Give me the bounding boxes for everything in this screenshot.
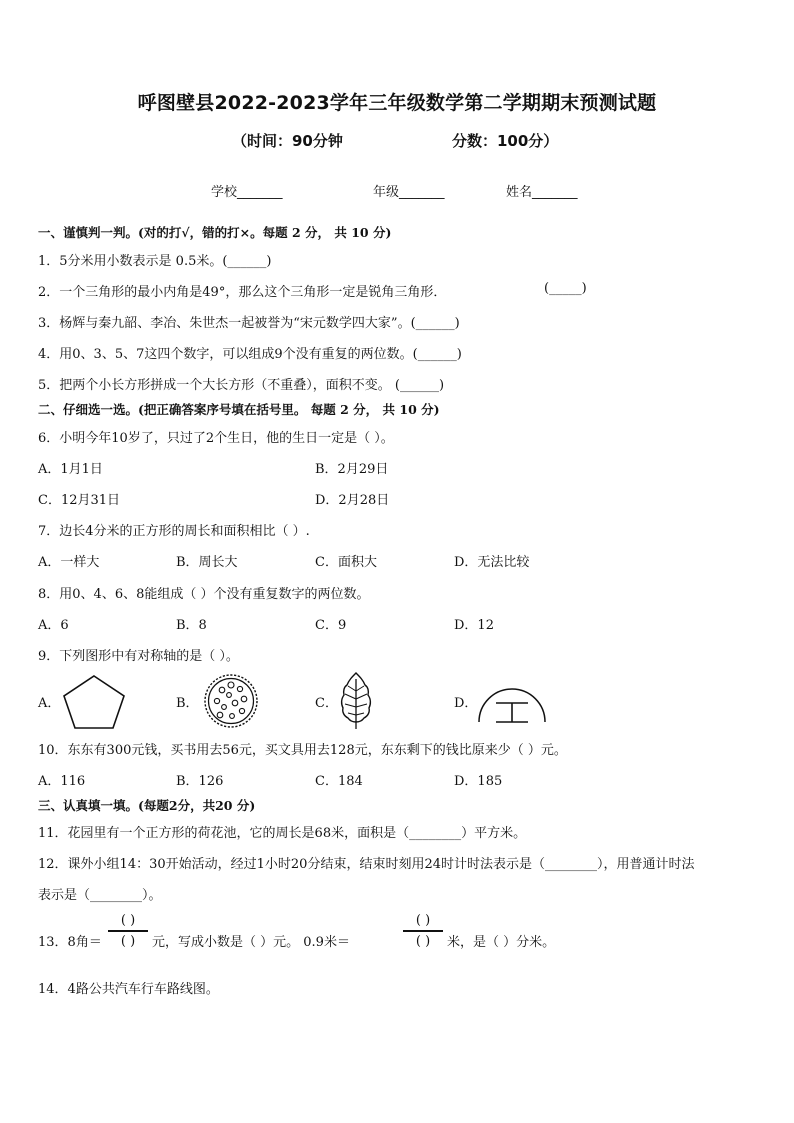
question-3: 3．杨辉与秦九韶、李冶、朱世杰一起被誉为“宋元数学四大家”。(______) xyxy=(38,316,460,331)
leaf-figure xyxy=(338,671,374,731)
arch-figure xyxy=(476,670,548,726)
question-1: 1．5分米用小数表示是 0.5米。(______) xyxy=(38,254,272,269)
question-13-middle: 元，写成小数是（ ）元。 0.9米＝ xyxy=(152,935,350,950)
question-6-option-c: C．12月31日 xyxy=(38,493,121,508)
question-12: 12．课外小组14：30开始活动，经过1小时20分结束，结束时刻用24时计时法表示是（________），用普通计时法 xyxy=(38,857,695,872)
question-10: 10．东东有300元钱，买书用去56元，买文具用去128元，东东剩下的钱比原来少（ ）元。 xyxy=(38,743,567,758)
fraction-bar xyxy=(108,930,148,932)
question-9-option-b: B． xyxy=(176,696,199,711)
question-4: 4．用0、3、5、7这四个数字，可以组成9个没有重复的两位数。(______) xyxy=(38,347,462,362)
grade-field[interactable]: 年级_______ xyxy=(373,185,445,200)
time-limit: （时间：90分钟 xyxy=(232,132,343,150)
question-9-option-c: C． xyxy=(315,696,338,711)
name-field[interactable]: 姓名_______ xyxy=(506,185,578,200)
question-10-option-d: D．185 xyxy=(454,774,503,789)
question-14: 14．4路公共汽车行车路线图。 xyxy=(38,982,219,997)
question-8-option-b: B．8 xyxy=(176,618,207,633)
question-13-fraction-1 xyxy=(108,913,148,949)
school-field[interactable]: 学校_______ xyxy=(211,185,283,200)
question-8: 8．用0、4、6、8能组成（ ）个没有重复数字的两位数。 xyxy=(38,587,370,602)
question-9-option-d: D． xyxy=(454,696,478,711)
section-3-heading: 三、认真填一填。(每题2分，共20 分) xyxy=(38,798,256,813)
question-10-option-b: B．126 xyxy=(176,774,224,789)
fraction-bar xyxy=(403,930,443,932)
fraction-denominator: ( ) xyxy=(120,933,136,949)
question-7-option-c: C．面积大 xyxy=(315,555,377,570)
question-7-option-d: D．无法比较 xyxy=(454,555,530,570)
question-6-option-b: B．2月29日 xyxy=(315,462,389,477)
question-9: 9．下列图形中有对称轴的是（ ）。 xyxy=(38,649,239,664)
question-2: 2．一个三角形的最小内角是49°，那么这个三角形一定是锐角三角形． xyxy=(38,285,447,300)
question-8-option-d: D．12 xyxy=(454,618,494,633)
section-1-heading: 一、谨慎判一判。(对的打√，错的打×。每题 2 分， 共 10 分) xyxy=(38,225,392,240)
section-2-heading: 二、仔细选一选。(把正确答案序号填在括号里。 每题 2 分， 共 10 分) xyxy=(38,402,440,417)
question-10-option-c: C．184 xyxy=(315,774,363,789)
fraction-denominator: ( ) xyxy=(415,933,431,949)
question-6-option-a: A．1月1日 xyxy=(38,462,103,477)
question-7-option-a: A．一样大 xyxy=(38,555,100,570)
question-13-suffix: 米，是（ ）分米。 xyxy=(447,935,556,950)
question-13-prefix: 13．8角＝ xyxy=(38,935,102,950)
question-2-blank: (_____) xyxy=(544,281,587,296)
question-6-option-d: D．2月28日 xyxy=(315,493,390,508)
question-7-option-b: B．周长大 xyxy=(176,555,238,570)
question-8-option-a: A．6 xyxy=(38,618,69,633)
question-7: 7．边长4分米的正方形的周长和面积相比（ ）. xyxy=(38,524,310,539)
question-13-fraction-2 xyxy=(403,913,443,949)
fraction-numerator: ( ) xyxy=(415,913,431,928)
question-10-option-a: A．116 xyxy=(38,774,86,789)
question-5: 5．把两个小长方形拼成一个大长方形（不重叠），面积不变。 (______) xyxy=(38,378,445,393)
page-title: 呼图壁县2022-2023学年三年级数学第二学期期末预测试题 xyxy=(137,92,657,114)
cookie-figure xyxy=(202,672,260,730)
question-9-option-a: A． xyxy=(38,696,61,711)
question-6: 6．小明今年10岁了，只过了2个生日，他的生日一定是（ ）。 xyxy=(38,431,394,446)
question-8-option-c: C．9 xyxy=(315,618,347,633)
question-11: 11．花园里有一个正方形的荷花池，它的周长是68米，面积是（________）平方米。 xyxy=(38,826,527,841)
question-12-continued: 表示是（________）。 xyxy=(38,888,162,903)
fraction-numerator: ( ) xyxy=(120,913,136,928)
pentagon-figure xyxy=(62,674,126,730)
total-score: 分数：100分） xyxy=(452,132,559,150)
